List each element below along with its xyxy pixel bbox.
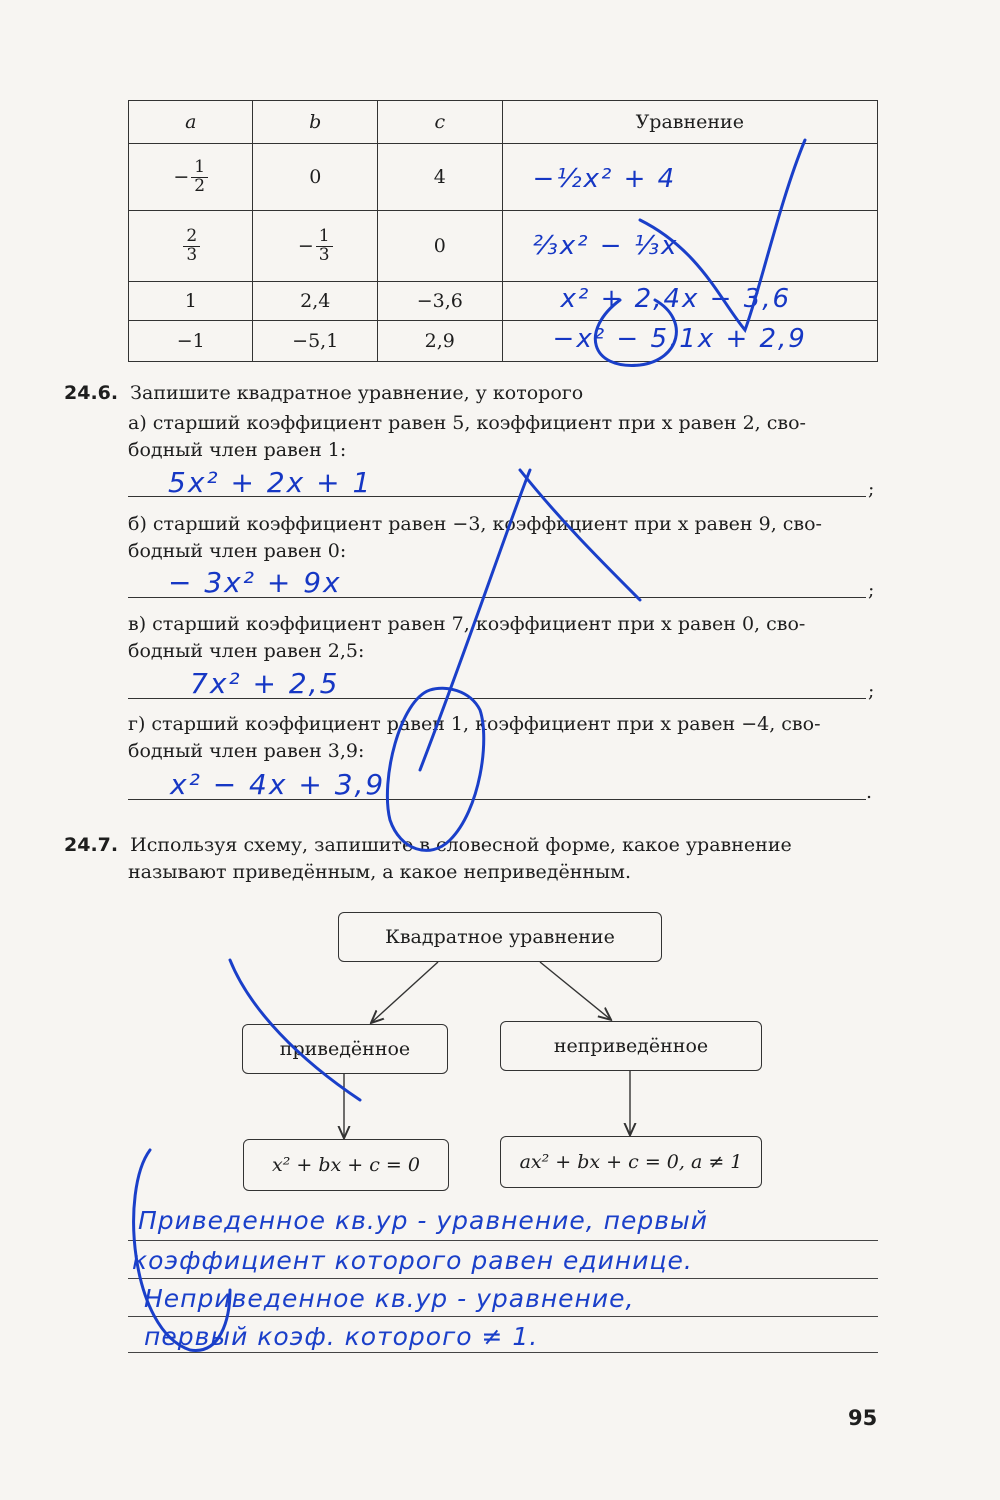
end-mark-b: ;	[868, 579, 875, 601]
handwritten-answer: −x² − 5,1x + 2,9	[552, 324, 807, 354]
handwritten-line-1: Приведенное кв.ур - уравнение, первый	[138, 1206, 708, 1235]
coefficients-table	[128, 100, 878, 362]
answer-d: x² − 4x + 3,9	[170, 768, 386, 801]
cell-b	[253, 211, 378, 282]
exercise-number: 24.7.	[64, 834, 119, 856]
table-row	[129, 211, 878, 282]
item-b-line1: б) старший коэффициент равен −3, коэффициент при x равен 9, сво-	[128, 513, 822, 535]
writing-line	[128, 1240, 878, 1241]
handwritten-line-2: коэффициент которого равен единице.	[132, 1246, 693, 1275]
cell-a	[129, 211, 253, 282]
exercise-prompt: Используя схему, запишите в словесной форме, какое уравнение	[130, 834, 792, 856]
answer-line-a	[128, 496, 866, 497]
handwritten-answer: x² + 2,4x − 3,6	[560, 284, 792, 314]
item-d-line1: г) старший коэффициент равен 1, коэффициент при x равен −4, сво-	[128, 713, 821, 735]
writing-line	[128, 1352, 878, 1353]
answer-line-b	[128, 597, 866, 598]
cell-c: 0	[378, 211, 503, 282]
header-b: b	[253, 101, 378, 144]
handwritten-line-3: Неприведенное кв.ур - уравнение,	[144, 1284, 635, 1313]
arrow-root-left	[372, 962, 438, 1022]
handwritten-answer: ⅔x² − ⅓x	[532, 231, 679, 261]
scheme-left-box	[242, 1024, 448, 1074]
fraction: − $\frac{1}{3}$	[298, 228, 333, 265]
answer-c: 7x² + 2,5	[190, 667, 340, 700]
page-number: 95	[848, 1406, 878, 1430]
answer-line-c	[128, 698, 866, 699]
cell-b: −5,1	[253, 321, 378, 362]
cell-a: 1	[129, 282, 253, 321]
exercise-prompt: Запишите квадратное уравнение, у которого	[130, 382, 584, 404]
exercise-24-6-heading	[64, 380, 583, 406]
cell-a: −1	[129, 321, 253, 362]
scheme-left-label: приведённое	[279, 1038, 411, 1060]
cell-b: 2,4	[253, 282, 378, 321]
cell-equation	[502, 211, 877, 282]
handwritten-answer: −½x² + 4	[532, 164, 677, 194]
fraction: − $\frac{1}{2}$	[173, 159, 208, 196]
header-a: a	[129, 101, 253, 144]
scheme-root-box	[338, 912, 662, 962]
cell-c: −3,6	[378, 282, 503, 321]
table-row	[129, 282, 878, 321]
table-row	[129, 321, 878, 362]
left-formula: x² + bx + c = 0	[272, 1154, 420, 1176]
end-mark-c: ;	[868, 680, 875, 702]
scheme-root-label: Квадратное уравнение	[385, 926, 615, 948]
right-formula: ax² + bx + c = 0, a ≠ 1	[519, 1151, 743, 1173]
cell-c: 4	[378, 144, 503, 211]
scheme-right-label: неприведённое	[553, 1035, 709, 1057]
answer-b: − 3x² + 9x	[168, 566, 342, 599]
answer-line-d	[128, 799, 866, 800]
end-mark-a: ;	[868, 478, 875, 500]
item-a-line1: а) старший коэффициент равен 5, коэффициент при x равен 2, сво-	[128, 412, 806, 434]
header-c: c	[378, 101, 503, 144]
scheme-right-formula-box	[500, 1136, 762, 1188]
header-equation: Уравнение	[502, 101, 877, 144]
cell-a	[129, 144, 253, 211]
fraction: $\frac{2}{3}$	[181, 228, 200, 265]
table-header-row	[129, 101, 878, 144]
answer-a: 5x² + 2x + 1	[168, 466, 373, 499]
item-d-line2: бодный член равен 3,9:	[128, 740, 365, 762]
scheme-right-box	[500, 1021, 762, 1071]
cell-c: 2,9	[378, 321, 503, 362]
item-b-line2: бодный член равен 0:	[128, 540, 347, 562]
exercise-number: 24.6.	[64, 382, 119, 404]
end-mark-d: .	[866, 781, 873, 803]
writing-line	[128, 1278, 878, 1279]
exercise-24-7-heading	[64, 832, 792, 858]
arrow-root-right	[540, 962, 610, 1019]
cell-equation	[502, 144, 877, 211]
table-row	[129, 144, 878, 211]
exercise-24-7-line2: называют приведённым, а какое неприведённым.	[128, 861, 631, 883]
item-c-line1: в) старший коэффициент равен 7, коэффициент при x равен 0, сво-	[128, 613, 806, 635]
cell-equation	[502, 282, 877, 321]
writing-line	[128, 1316, 878, 1317]
cell-equation	[502, 321, 877, 362]
handwritten-line-4: первый коэф. которого ≠ 1.	[144, 1322, 539, 1351]
item-a-line2: бодный член равен 1:	[128, 439, 347, 461]
scheme-left-formula-box	[243, 1139, 449, 1191]
cell-b: 0	[253, 144, 378, 211]
item-c-line2: бодный член равен 2,5:	[128, 640, 365, 662]
